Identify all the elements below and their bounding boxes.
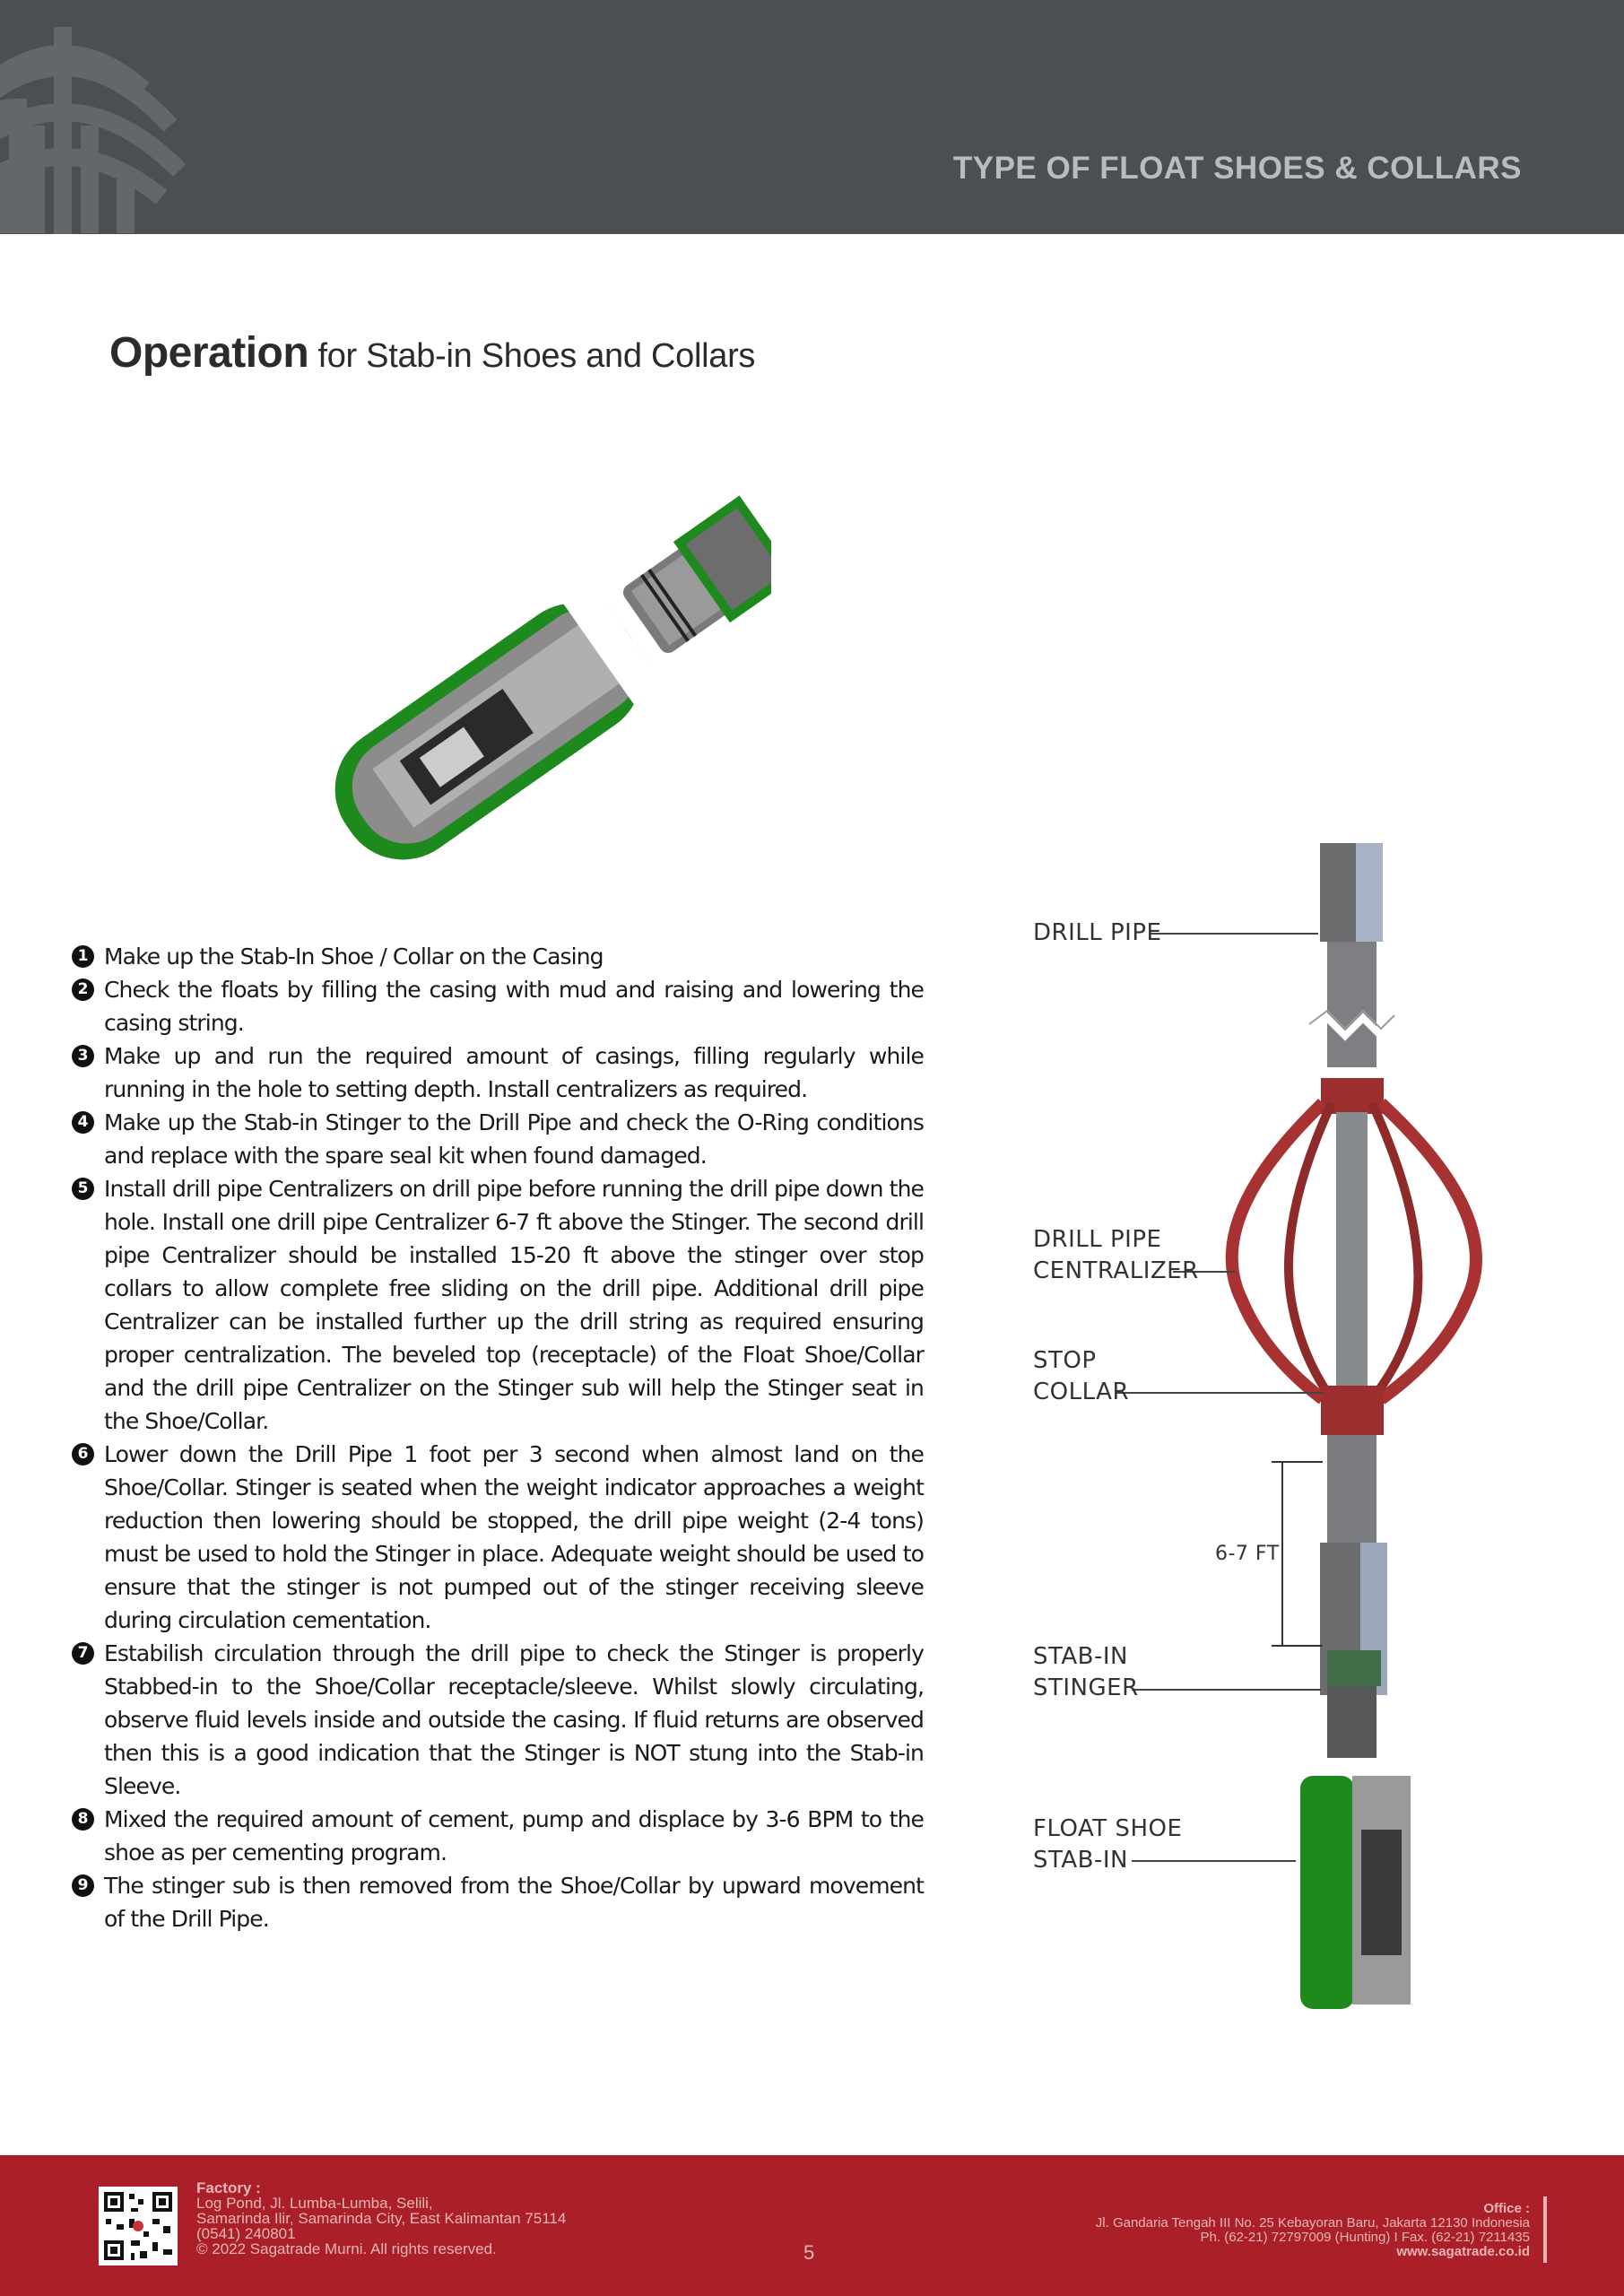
website-link[interactable]: www.sagatrade.co.id	[1396, 2244, 1530, 2259]
page-footer	[0, 2155, 1624, 2296]
list-item	[72, 1803, 924, 1869]
step-text: Make up the Stab-in Stinger to the Drill Pipe and check the O-Ring conditions and replace with the spare seal kit when found damaged.	[104, 1109, 924, 1169]
operation-steps	[72, 940, 924, 1935]
label-line: DRILL PIPE	[1033, 1226, 1162, 1253]
assembly-diagram	[1022, 834, 1524, 2018]
page-title-rest: for Stab-in Shoes and Collars	[308, 337, 756, 375]
stab-in-shoe-illustration	[233, 448, 771, 897]
office-label: Office :	[1483, 2201, 1530, 2216]
step-text: The stinger sub is then removed from the Shoe/Collar by upward movement of the Drill Pipe.	[104, 1873, 924, 1932]
header-title: TYPE OF FLOAT SHOES & COLLARS	[952, 151, 1522, 186]
factory-address	[196, 2180, 699, 2257]
step-text: Make up and run the required amount of casings, filling regularly while running in the hole to setting depth. Install centralizers as required.	[104, 1043, 924, 1102]
company-logo-icon	[0, 18, 233, 234]
step-number: 4	[72, 1111, 94, 1134]
factory-line: (0541) 240801	[196, 2225, 296, 2242]
list-item	[72, 940, 924, 973]
step-text: Estabilish circulation through the drill pipe to check the Stinger is properly Stabbed-in to the Shoe/Collar receptacle/sleeve. Whilst slowly circulating, observe fluid levels inside and outside the casing. If fluid returns are observed then this is a good indication that the Stinger is NOT stung into the Stab-in Sleeve.	[104, 1640, 924, 1799]
list-item	[72, 1172, 924, 1438]
factory-line: Samarinda Ilir, Samarinda City, East Kalimantan 75114	[196, 2210, 567, 2227]
label-float-shoe	[1033, 1813, 1182, 1876]
label-line: STOP	[1033, 1347, 1097, 1374]
step-number: 5	[72, 1178, 94, 1200]
step-text: Check the floats by filling the casing with mud and raising and lowering the casing string.	[104, 977, 924, 1036]
page-header	[0, 0, 1624, 234]
list-item	[72, 1106, 924, 1172]
step-number: 7	[72, 1642, 94, 1665]
label-drill-pipe: DRILL PIPE	[1033, 919, 1162, 946]
label-line: STAB-IN	[1033, 1643, 1128, 1670]
label-stop-collar	[1033, 1345, 1129, 1408]
label-distance: 6-7 FT	[1215, 1543, 1280, 1565]
step-text: Make up the Stab-In Shoe / Collar on the Casing	[104, 944, 604, 970]
copyright: © 2022 Sagatrade Murni. All rights reserved.	[196, 2240, 497, 2257]
office-divider	[1543, 2196, 1547, 2263]
label-stab-in-stinger	[1033, 1641, 1139, 1704]
page-title-strong: Operation	[109, 329, 309, 377]
label-line: CENTRALIZER	[1033, 1257, 1199, 1284]
page-title	[109, 328, 755, 378]
step-number: 8	[72, 1808, 94, 1831]
step-text: Install drill pipe Centralizers on drill pipe before running the drill pipe down the hole. Install one drill pipe Centralizer 6-7 ft above the Stinger. The second drill pipe Centralizer should be installed 15-20 ft above the stinger over stop collars to allow complete free sliding on the drill pipe. Additional drill pipe Centralizer can be installed further up the drill string as required ensuring proper centralization. The beveled top (receptacle) of the Float Shoe/Collar and the drill pipe Centralizer on the Stinger sub will help the Stinger seat in the Shoe/Collar.	[104, 1176, 924, 1434]
step-text: Mixed the required amount of cement, pump and displace by 3-6 BPM to the shoe as per cementing program.	[104, 1806, 924, 1866]
step-number: 2	[72, 978, 94, 1001]
office-address	[902, 2202, 1530, 2259]
step-number: 6	[72, 1443, 94, 1465]
step-number: 9	[72, 1874, 94, 1897]
office-line: Ph. (62-21) 72797009 (Hunting) I Fax. (62-21) 7211435	[1200, 2230, 1530, 2245]
list-item	[72, 973, 924, 1039]
qr-code-icon	[99, 2187, 178, 2266]
label-line: STAB-IN	[1033, 1847, 1128, 1874]
step-number: 1	[72, 945, 94, 968]
list-item	[72, 1039, 924, 1106]
label-line: STINGER	[1033, 1674, 1139, 1701]
step-text: Lower down the Drill Pipe 1 foot per 3 second when almost land on the Shoe/Collar. Stinger is seated when the weight indicator approaches a weight reduction then lowering should be stopped, the drill pipe weight (2-4 tons) must be used to hold the Stinger in place. Adequate weight should be used to ensure that the stinger is not pumped out of the stinger receiving sleeve during circulation cementation.	[104, 1441, 924, 1633]
factory-line: Log Pond, Jl. Lumba-Lumba, Selili,	[196, 2195, 433, 2212]
label-line: FLOAT SHOE	[1033, 1815, 1183, 1842]
page-number: 5	[803, 2241, 815, 2264]
factory-label: Factory :	[196, 2179, 261, 2196]
office-line: Jl. Gandaria Tengah III No. 25 Kebayoran Baru, Jakarta 12130 Indonesia	[1095, 2215, 1530, 2231]
label-drill-pipe-centralizer	[1033, 1224, 1199, 1287]
label-line: COLLAR	[1033, 1378, 1130, 1405]
step-number: 3	[72, 1045, 94, 1067]
list-item	[72, 1637, 924, 1803]
list-item	[72, 1869, 924, 1935]
list-item	[72, 1438, 924, 1637]
